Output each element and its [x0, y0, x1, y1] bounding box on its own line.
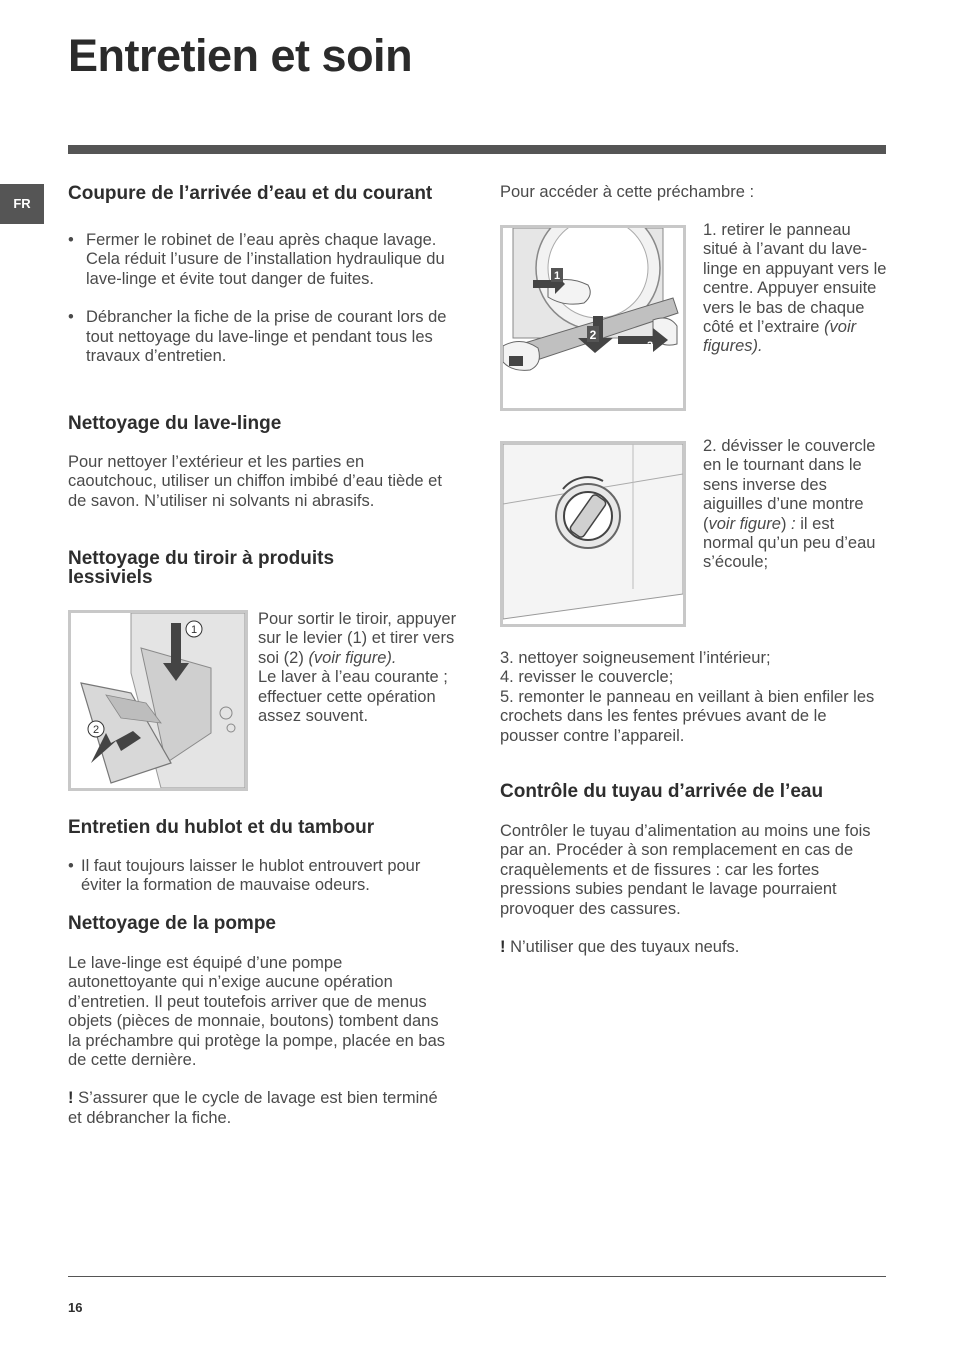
step-text: 1. retirer le panneau situé à l’avant du lave-linge en appuyant vers le centre. Appuyer ensuite vers le bas de chaque côté et l’extraire	[703, 221, 887, 337]
list-item: • Fermer le robinet de l’eau après chaque lavage. Cela réduit l’usure de l’installation hydraulique du lave-linge et évite tout danger de fuites.	[68, 231, 458, 289]
panel-removal-figure	[500, 225, 686, 411]
figure-label: 3	[646, 340, 654, 352]
language-tab: FR	[0, 184, 44, 224]
section-heading: Coupure de l’arrivée d’eau et du courant	[68, 183, 433, 204]
figure-label: 2	[589, 328, 597, 342]
step-text: )	[780, 514, 792, 533]
warning-icon: !	[68, 1089, 74, 1108]
warning-icon: !	[500, 938, 506, 957]
figure-reference: (voir figure).	[308, 648, 397, 667]
warning-text: N’utiliser que des tuyaux neufs.	[510, 938, 740, 957]
list-item: 3. nettoyer soigneusement l’intérieur;	[500, 649, 771, 667]
list-item: 4. revisser le couvercle;	[500, 668, 674, 687]
panel-illustration	[503, 228, 683, 408]
step-text: il est normal qu’un peu d’eau s’écoule;	[703, 514, 876, 572]
section-heading: Contrôle du tuyau d’arrivée de l’eau	[500, 781, 824, 802]
paragraph: Contrôler le tuyau d’alimentation au moins une fois par an. Procéder à son remplacement en cas de craquèlements et de fissures : car les fortes pressions subies pendant le lavage pourraient provoquer des cassures.	[500, 822, 871, 918]
drawer-figure	[68, 610, 248, 791]
section-inlet-hose	[500, 782, 885, 957]
paragraph: Pour sortir le tiroir, appuyer sur le levier (1) et tirer vers soi (2)	[258, 610, 457, 667]
step-text: 2. dévisser le couvercle en le tournant dans le sens inverse des aiguilles d’une montre (	[703, 437, 876, 533]
figure-reference: voir figure	[708, 514, 781, 533]
paragraph: Le lave-linge est équipé d’une pompe autonettoyante qui n’exige aucune opération d’entretien. Il peut toutefois arriver que de menus objets (pièces de monnaie, boutons) tombent dans la préchambre qui protège la pompe, placée en bas de cette dernière.	[68, 954, 445, 1070]
footer-divider	[68, 1276, 886, 1277]
warning	[500, 938, 885, 957]
drawer-illustration	[71, 613, 245, 788]
section-heading: Nettoyage de la pompe	[68, 913, 276, 934]
page-number: 16	[68, 1300, 83, 1315]
drawer-instructions	[258, 610, 458, 726]
paragraph: Pour nettoyer l’extérieur et les parties en caoutchouc, utiliser un chiffon imbibé d’eau tiède et de savon. N’utiliser ni solvants ni abrasifs.	[68, 453, 442, 510]
header-divider	[68, 145, 886, 154]
section-pump	[68, 914, 448, 1128]
section-door-drum	[68, 818, 468, 896]
page-title: Entretien et soin	[68, 30, 413, 81]
section-drawer	[68, 549, 448, 587]
list-item: • Débrancher la fiche de la prise de courant lors de tout nettoyage du lave-linge et pendant tous les travaux d’entretien.	[68, 308, 458, 366]
section-water-power	[68, 184, 458, 366]
section-heading: Nettoyage du tiroir à produits lessiviels	[68, 548, 335, 588]
bullet-list	[68, 857, 453, 896]
list-item: 5. remonter le panneau en veillant à bien enfiler les crochets dans les fentes prévues avant de le pousser contre l’appareil.	[500, 687, 875, 745]
warning	[68, 1089, 448, 1128]
section-cleaning-machine	[68, 414, 448, 511]
cover-illustration	[503, 444, 683, 624]
list-item: • Il faut toujours laisser le hublot entrouvert pour éviter la formation de mauvaise odeurs.	[68, 857, 453, 896]
step-1	[703, 221, 888, 357]
paragraph: Le laver à l’eau courante ; effectuer cette opération assez souvent.	[258, 668, 448, 726]
figure-label: 1	[553, 270, 561, 282]
step-text: :	[791, 514, 796, 533]
figure-label: 1	[190, 624, 198, 636]
steps-list	[500, 649, 888, 746]
step-2	[703, 437, 888, 573]
figure-label: 2	[92, 724, 100, 736]
cover-figure	[500, 441, 686, 627]
intro-text: Pour accéder à cette préchambre :	[500, 183, 755, 201]
section-heading: Entretien du hublot et du tambour	[68, 817, 375, 838]
figure-reference: (voir figures).	[703, 318, 857, 356]
warning-text: S’assurer que le cycle de lavage est bien terminé et débrancher la fiche.	[68, 1089, 438, 1127]
section-heading: Nettoyage du lave-linge	[68, 413, 282, 434]
bullet-list	[68, 231, 458, 366]
